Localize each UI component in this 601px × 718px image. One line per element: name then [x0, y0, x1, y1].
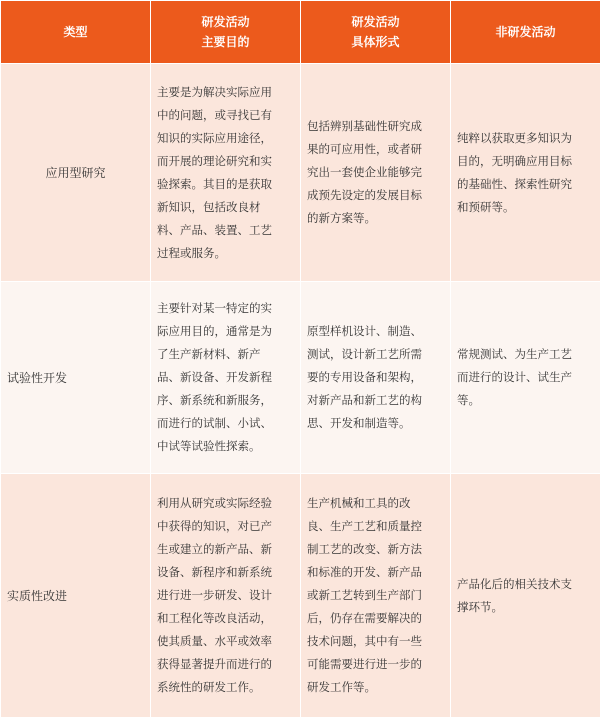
row-type-label: 应用型研究: [1, 64, 151, 282]
cell-non-rd: 纯粹以获取更多知识为 目的，无明确应用目标 的基础性、探索性研究 和预研等。: [451, 64, 601, 282]
cell-purpose: 利用从研究或实际经验 中获得的知识，对已产 生或建立的新产品、新 设备、新程序和新系统 进行进一步研发、设计 和工程化等改良活动， 使其质量、水平或效率 获得显著提升而进行的 系统性的研发工作。: [151, 474, 301, 718]
cell-forms: 生产机械和工具的改 良、生产工艺和质量控 制工艺的改变、新方法 和标准的开发、新产品 或新工艺转到生产部门 后，仍存在需要解决的 技术问题，其中有一些 可能需要进行进一步的 研发工作等。: [301, 474, 451, 718]
cell-non-rd: 产品化后的相关技术支 撑环节。: [451, 474, 601, 718]
table-row: [1, 64, 601, 282]
header-non-rd: 非研发活动: [451, 1, 601, 64]
table-header-row: [1, 1, 601, 64]
cell-purpose: 主要针对某一特定的实 际应用目的，通常是为 了生产新材料、新产 品、新设备、开发新程 序、新系统和新服务， 而进行的试制、小试、 中试等试验性探索。: [151, 282, 301, 474]
cell-purpose: 主要是为解决实际应用 中的问题，或寻找已有 知识的实际应用途径， 而开展的理论研究和实 验探索。其目的是获取 新知识，包括改良材 料、产品、装置、工艺 过程或服务。: [151, 64, 301, 282]
table-row: [1, 474, 601, 718]
cell-non-rd: 常规测试、为生产工艺 而进行的设计、试生产 等。: [451, 282, 601, 474]
cell-forms: 包括辨别基础性研究成 果的可应用性，或者研 究出一套使企业能够完 成预先设定的发展目标 的新方案等。: [301, 64, 451, 282]
header-rd-purpose: 研发活动 主要目的: [151, 1, 301, 64]
row-type-label: 实质性改进: [1, 474, 151, 718]
table-row: [1, 282, 601, 474]
cell-forms: 原型样机设计、制造、 测试，设计新工艺所需 要的专用设备和架构， 对新产品和新工艺的构 思、开发和制造等。: [301, 282, 451, 474]
header-type: 类型: [1, 1, 151, 64]
header-rd-forms: 研发活动 具体形式: [301, 1, 451, 64]
row-type-label: 试验性开发: [1, 282, 151, 474]
